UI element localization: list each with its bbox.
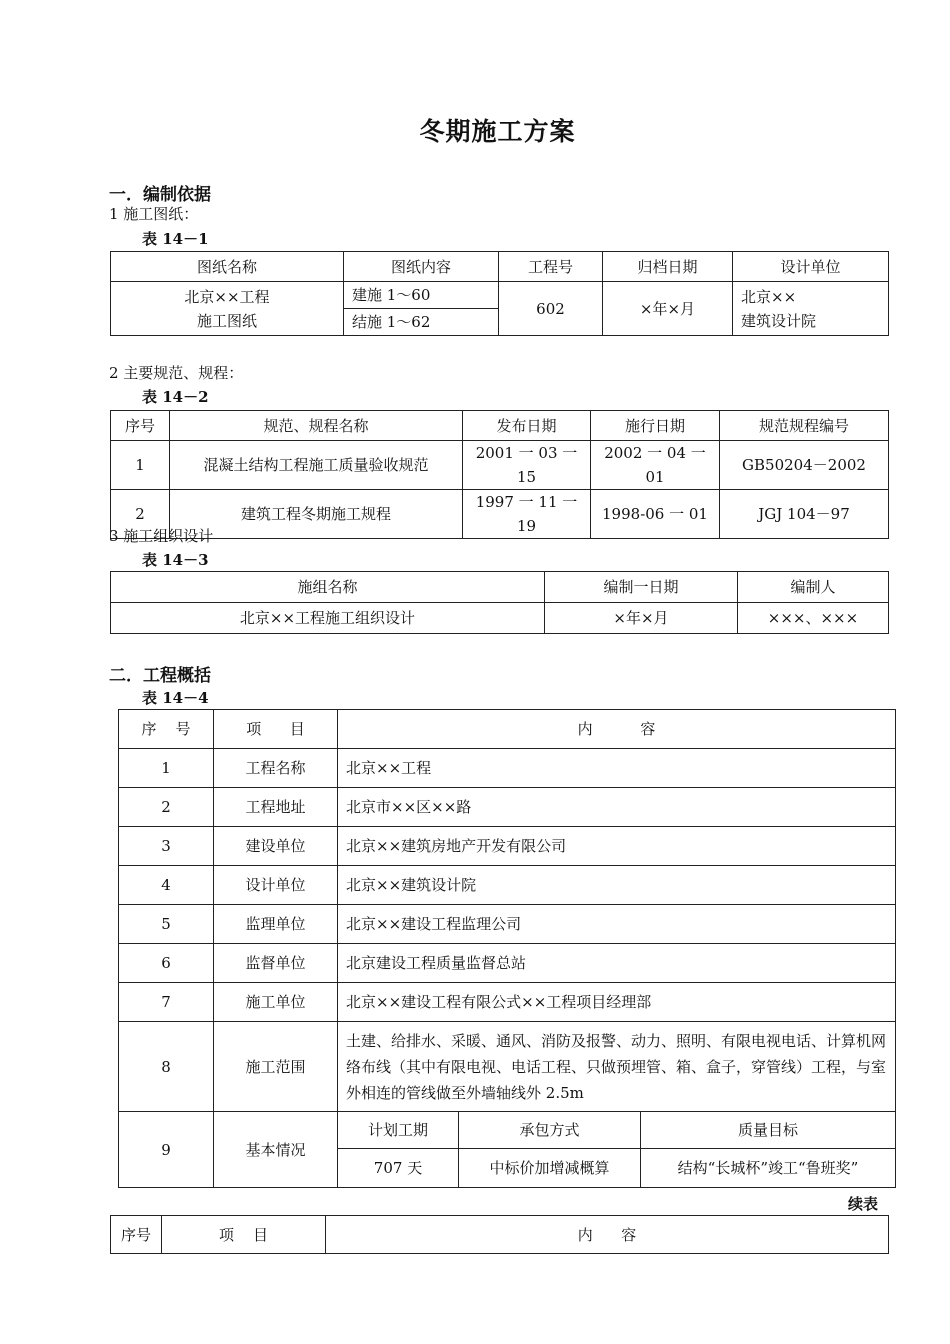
cell-seq: 7 (119, 983, 214, 1022)
drawings-table (110, 251, 889, 336)
cell-standard-name: 混凝土结构工程施工质量验收规范 (170, 441, 463, 490)
table-row (119, 827, 896, 866)
section-heading-overview: 二．工程概括 (109, 666, 211, 686)
table-row (119, 866, 896, 905)
header-drawing-content: 图纸内容 (344, 252, 499, 282)
drawing-name-line2: 施工图纸 (196, 311, 257, 330)
cell-seq: 1 (111, 441, 170, 490)
archive-date-value: ×年×月 (603, 282, 733, 336)
cell-content: 北京建设工程质量监督总站 (338, 944, 896, 983)
table-row (119, 749, 896, 788)
project-no-value: 602 (499, 282, 603, 336)
item-standards: 2 主要规范、规程： (109, 364, 244, 382)
cell-item: 施工单位 (214, 983, 338, 1022)
header-project-no: 工程号 (499, 252, 603, 282)
drawing-content-struct: 结施 1～62 (344, 309, 499, 336)
drawing-content-arch: 建施 1～60 (344, 282, 499, 309)
drawing-name-line1: 北京××工程 (184, 287, 270, 306)
table-row (119, 788, 896, 827)
cell-seq: 3 (119, 827, 214, 866)
item-drawings: 1 施工图纸： (109, 205, 199, 223)
cell-prepared-date: ×年×月 (545, 603, 738, 634)
item-construction-design: 3 施工组织设计 (109, 527, 214, 545)
header-seq: 序号 (111, 1216, 162, 1254)
cell-content: 北京××工程 (338, 749, 896, 788)
cell-content: 北京××建设工程有限公式××工程项目经理部 (338, 983, 896, 1022)
design-unit-line1: 北京×× (741, 287, 797, 306)
header-effective-date: 施行日期 (591, 411, 720, 441)
cell-content: 北京市××区××路 (338, 788, 896, 827)
header-prepared-date: 编制一日期 (545, 572, 738, 603)
table-row (111, 441, 889, 490)
header-archive-date: 归档日期 (603, 252, 733, 282)
cell-publish-date: 2001 一 03 一 15 (463, 441, 591, 490)
value-contract-type: 中标价加增减概算 (459, 1149, 641, 1188)
cell-standard-name: 建筑工程冬期施工规程 (170, 490, 463, 539)
cell-seq: 6 (119, 944, 214, 983)
header-standard-code: 规范规程编号 (720, 411, 889, 441)
cell-content: 土建、给排水、采暖、通风、消防及报警、动力、照明、有限电视电话、计算机网络布线（其中有限电视、电话工程、只做预埋管、箱、盒子，穿管线）工程，与室外相连的管线做至外墙轴线外 2.5m (338, 1022, 896, 1112)
continued-table (110, 1215, 889, 1254)
project-overview-table (118, 709, 896, 1188)
cell-item: 设计单位 (214, 866, 338, 905)
cell-design-name: 北京××工程施工组织设计 (111, 603, 545, 634)
table-caption-14-2: 表 14－2 (142, 388, 209, 406)
cell-standard-code: JGJ 104－97 (720, 490, 889, 539)
header-preparer: 编制人 (738, 572, 889, 603)
header-drawing-name: 图纸名称 (111, 252, 344, 282)
header-item: 项 目 (214, 710, 338, 749)
table-caption-14-3: 表 14－3 (142, 551, 209, 569)
table-row (119, 983, 896, 1022)
table-row (119, 905, 896, 944)
header-standard-name: 规范、规程名称 (170, 411, 463, 441)
section-heading-basis: 一．编制依据 (109, 185, 211, 205)
cell-content: 北京××建筑设计院 (338, 866, 896, 905)
cell-item: 建设单位 (214, 827, 338, 866)
header-content: 内 容 (338, 710, 896, 749)
header-seq: 序 号 (119, 710, 214, 749)
table-row (119, 1022, 896, 1112)
value-quality-target: 结构“长城杯”竣工“鲁班奖” (641, 1149, 896, 1188)
table-row (111, 490, 889, 539)
drawing-name-cell (111, 282, 344, 336)
design-unit-cell (733, 282, 889, 336)
header-publish-date: 发布日期 (463, 411, 591, 441)
cell-content: 北京××建设工程监理公司 (338, 905, 896, 944)
cell-seq: 9 (119, 1112, 214, 1188)
header-content: 内 容 (326, 1216, 889, 1254)
header-item: 项 目 (162, 1216, 326, 1254)
cell-item: 监督单位 (214, 944, 338, 983)
cell-standard-code: GB50204－2002 (720, 441, 889, 490)
continued-label: 续表 (848, 1195, 879, 1213)
construction-design-table (110, 571, 889, 634)
header-seq: 序号 (111, 411, 170, 441)
subheader-quality-target: 质量目标 (641, 1112, 896, 1149)
table-row (111, 603, 889, 634)
design-unit-line2: 建筑设计院 (741, 311, 817, 330)
table-caption-14-4: 表 14－4 (142, 689, 209, 707)
table-row (119, 944, 896, 983)
page-title: 冬期施工方案 (419, 117, 576, 146)
cell-item: 工程名称 (214, 749, 338, 788)
cell-effective-date: 2002 一 04 一 01 (591, 441, 720, 490)
table-row (119, 1112, 896, 1149)
value-schedule: 707 天 (338, 1149, 459, 1188)
subheader-contract-type: 承包方式 (459, 1112, 641, 1149)
header-design-name: 施组名称 (111, 572, 545, 603)
cell-seq: 4 (119, 866, 214, 905)
cell-publish-date: 1997 一 11 一 19 (463, 490, 591, 539)
cell-item: 工程地址 (214, 788, 338, 827)
cell-item: 施工范围 (214, 1022, 338, 1112)
cell-content: 北京××建筑房地产开发有限公司 (338, 827, 896, 866)
subheader-schedule: 计划工期 (338, 1112, 459, 1149)
cell-seq: 1 (119, 749, 214, 788)
cell-seq: 8 (119, 1022, 214, 1112)
cell-item: 基本情况 (214, 1112, 338, 1188)
cell-seq: 5 (119, 905, 214, 944)
cell-item: 监理单位 (214, 905, 338, 944)
standards-table (110, 410, 889, 539)
header-design-unit: 设计单位 (733, 252, 889, 282)
cell-effective-date: 1998-06 一 01 (591, 490, 720, 539)
cell-preparer: ×××、××× (738, 603, 889, 634)
table-caption-14-1: 表 14－1 (142, 230, 209, 248)
cell-seq: 2 (111, 490, 170, 539)
cell-seq: 2 (119, 788, 214, 827)
